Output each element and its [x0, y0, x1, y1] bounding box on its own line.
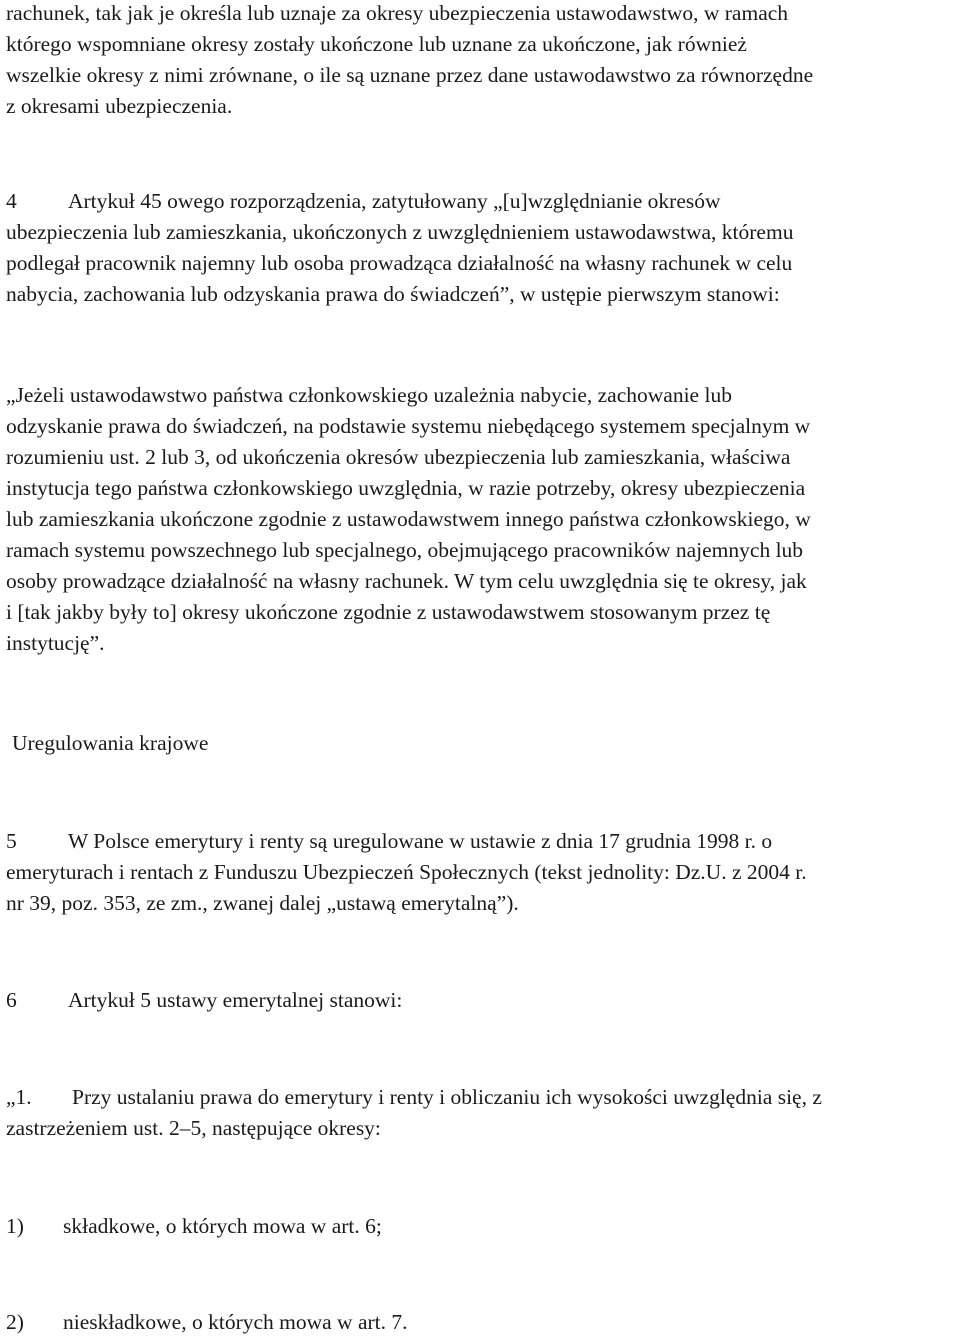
text-line: instytucja tego państwa członkowskiego uwzględnia, w razie potrzeby, okresy ubezpieczenia [6, 476, 806, 500]
text-line: nabycia, zachowania lub odzyskania prawa do świadczeń”, w ustępie pierwszym stanowi: [6, 282, 780, 306]
paragraph-number: 4 [6, 189, 17, 213]
text-line: odzyskanie prawa do świadczeń, na podstawie systemu niebędącego systemem specjalnym w [6, 414, 811, 438]
list-item-text: nieskładkowe, o których mowa w art. 7. [63, 1310, 408, 1334]
list-item-text: składkowe, o których mowa w art. 6; [63, 1214, 382, 1238]
text-line: wszelkie okresy z nimi zrównane, o ile są uznane przez dane ustawodawstwo za równorzędne [6, 63, 814, 87]
text-line [6, 826, 958, 857]
text-line: „Jeżeli ustawodawstwo państwa członkowskiego uzależnia nabycie, zachowanie lub [6, 383, 732, 407]
text-line: zastrzeżeniem ust. 2–5, następujące okresy: [6, 1116, 381, 1140]
paragraph-5 [6, 826, 958, 919]
paragraph-4 [6, 186, 958, 310]
text-line: osoby prowadzące działalność na własny rachunek. W tym celu uwzględnia się te okresy, jak [6, 569, 807, 593]
text-line: emeryturach i rentach z Funduszu Ubezpieczeń Społecznych (tekst jednolity: Dz.U. z 2004 r. [6, 860, 807, 884]
text-line: i [tak jakby były to] okresy ukończone zgodnie z ustawodawstwem stosowanym przez tę [6, 600, 771, 624]
text-line [6, 1307, 958, 1338]
section-heading: Uregulowania krajowe [12, 731, 209, 755]
text-line: którego wspomniane okresy zostały ukończone lub uznane za ukończone, jak również [6, 32, 747, 56]
text-line: z okresami ubezpieczenia. [6, 94, 233, 118]
text-line: ubezpieczenia lub zamieszkania, ukończonych z uwzględnieniem ustawodawstwa, któremu [6, 220, 794, 244]
text-line: nr 39, poz. 353, ze zm., zwanej dalej „ustawą emerytalną”). [6, 891, 519, 915]
text-line: rozumieniu ust. 2 lub 3, od ukończenia okresów ubezpieczenia lub zamieszkania, właściwa [6, 445, 791, 469]
text-line: podlegał pracownik najemny lub osoba prowadząca działalność na własny rachunek w celu [6, 251, 793, 275]
text-line [6, 985, 958, 1016]
text-line [6, 186, 958, 217]
text-line-content: Artykuł 45 owego rozporządzenia, zatytułowany „[u]względnianie okresów [68, 189, 721, 213]
text-line-content: Artykuł 5 ustawy emerytalnej stanowi: [68, 988, 403, 1012]
list-item-number: 1) [6, 1214, 24, 1238]
text-line-content: W Polsce emerytury i renty są uregulowane w ustawie z dnia 17 grudnia 1998 r. o [68, 829, 773, 853]
text-line [6, 1082, 958, 1113]
article-quote [6, 1082, 958, 1144]
item-number: „1. [6, 1085, 32, 1109]
text-line: rachunek, tak jak je określa lub uznaje za okresy ubezpieczenia ustawodawstwo, w ramach [6, 1, 789, 25]
list-item-number: 2) [6, 1310, 24, 1334]
paragraph-continuation [6, 0, 958, 122]
text-line: instytucję”. [6, 631, 105, 655]
text-line: ramach systemu powszechnego lub specjalnego, obejmującego pracowników najemnych lub [6, 538, 804, 562]
paragraph-number: 6 [6, 988, 17, 1012]
text-line: lub zamieszkania ukończone zgodnie z ustawodawstwem innego państwa członkowskiego, w [6, 507, 811, 531]
paragraph-6 [6, 985, 958, 1016]
text-line [6, 1211, 958, 1242]
paragraph-number: 5 [6, 829, 17, 853]
quoted-paragraph [6, 380, 958, 659]
list-item [6, 1211, 958, 1242]
list-item [6, 1307, 958, 1338]
text-line-content: Przy ustalaniu prawa do emerytury i renty i obliczaniu ich wysokości uwzględnia się, z [72, 1085, 822, 1109]
